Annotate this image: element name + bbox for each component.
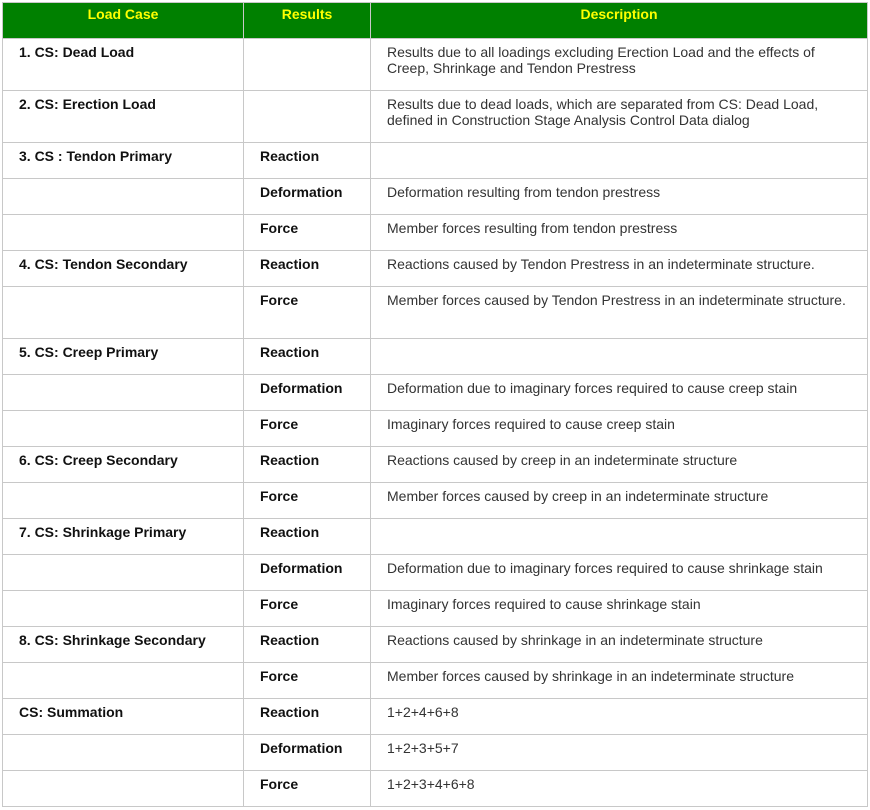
result-cell: Force xyxy=(244,483,371,519)
result-cell: Reaction xyxy=(244,339,371,375)
description-cell: Member forces caused by shrinkage in an indeterminate structure xyxy=(371,663,868,699)
description-cell: 1+2+3+4+6+8 xyxy=(371,771,868,807)
table-row xyxy=(3,375,868,411)
load-case-table xyxy=(2,2,868,807)
load-case-cell xyxy=(3,215,244,251)
description-cell: Member forces resulting from tendon prestress xyxy=(371,215,868,251)
description-cell: Imaginary forces required to cause creep stain xyxy=(371,411,868,447)
description-cell: Deformation resulting from tendon prestress xyxy=(371,179,868,215)
load-case-cell xyxy=(3,663,244,699)
load-case-cell: 2. CS: Erection Load xyxy=(3,91,244,143)
result-cell: Reaction xyxy=(244,251,371,287)
header-description: Description xyxy=(371,3,868,39)
result-cell: Reaction xyxy=(244,627,371,663)
result-cell: Force xyxy=(244,287,371,339)
header-results: Results xyxy=(244,3,371,39)
result-cell: Force xyxy=(244,663,371,699)
table-row xyxy=(3,251,868,287)
load-case-cell xyxy=(3,771,244,807)
result-cell: Deformation xyxy=(244,375,371,411)
table-row xyxy=(3,771,868,807)
description-cell: Deformation due to imaginary forces required to cause creep stain xyxy=(371,375,868,411)
load-case-cell: 6. CS: Creep Secondary xyxy=(3,447,244,483)
result-cell: Force xyxy=(244,411,371,447)
table-row xyxy=(3,143,868,179)
table-header-row xyxy=(3,3,868,39)
description-cell: Deformation due to imaginary forces required to cause shrinkage stain xyxy=(371,555,868,591)
result-cell: Force xyxy=(244,591,371,627)
table-row xyxy=(3,339,868,375)
table-row xyxy=(3,91,868,143)
load-case-cell: CS: Summation xyxy=(3,699,244,735)
header-load-case: Load Case xyxy=(3,3,244,39)
table-row xyxy=(3,555,868,591)
table-row xyxy=(3,699,868,735)
table-row xyxy=(3,483,868,519)
load-case-cell xyxy=(3,555,244,591)
description-cell: Reactions caused by shrinkage in an indeterminate structure xyxy=(371,627,868,663)
load-case-table-container xyxy=(2,2,868,807)
load-case-cell xyxy=(3,483,244,519)
table-row xyxy=(3,215,868,251)
table-row xyxy=(3,735,868,771)
load-case-cell: 4. CS: Tendon Secondary xyxy=(3,251,244,287)
description-cell: Reactions caused by Tendon Prestress in an indeterminate structure. xyxy=(371,251,868,287)
description-cell: Member forces caused by creep in an indeterminate structure xyxy=(371,483,868,519)
load-case-cell: 1. CS: Dead Load xyxy=(3,39,244,91)
description-cell xyxy=(371,519,868,555)
load-case-cell xyxy=(3,375,244,411)
table-row xyxy=(3,179,868,215)
description-cell: Results due to all loadings excluding Erection Load and the effects of Creep, Shrinkage and Tendon Prestress xyxy=(371,39,868,91)
result-cell: Reaction xyxy=(244,699,371,735)
table-row xyxy=(3,591,868,627)
result-cell: Reaction xyxy=(244,143,371,179)
table-row xyxy=(3,627,868,663)
result-cell: Reaction xyxy=(244,519,371,555)
result-cell: Force xyxy=(244,215,371,251)
load-case-cell xyxy=(3,411,244,447)
table-row xyxy=(3,663,868,699)
load-case-cell xyxy=(3,287,244,339)
table-row xyxy=(3,519,868,555)
description-cell xyxy=(371,143,868,179)
result-cell: Deformation xyxy=(244,735,371,771)
load-case-cell: 5. CS: Creep Primary xyxy=(3,339,244,375)
load-case-cell: 8. CS: Shrinkage Secondary xyxy=(3,627,244,663)
result-cell: Deformation xyxy=(244,555,371,591)
table-row xyxy=(3,287,868,339)
load-case-cell: 3. CS : Tendon Primary xyxy=(3,143,244,179)
result-cell: Reaction xyxy=(244,447,371,483)
table-row xyxy=(3,411,868,447)
load-case-cell: 7. CS: Shrinkage Primary xyxy=(3,519,244,555)
description-cell: Imaginary forces required to cause shrinkage stain xyxy=(371,591,868,627)
description-cell: Results due to dead loads, which are separated from CS: Dead Load, defined in Construction Stage Analysis Control Data dialog xyxy=(371,91,868,143)
description-cell: 1+2+4+6+8 xyxy=(371,699,868,735)
result-cell xyxy=(244,39,371,91)
table-row xyxy=(3,39,868,91)
description-cell: 1+2+3+5+7 xyxy=(371,735,868,771)
description-cell xyxy=(371,339,868,375)
load-case-cell xyxy=(3,591,244,627)
load-case-cell xyxy=(3,179,244,215)
load-case-cell xyxy=(3,735,244,771)
result-cell xyxy=(244,91,371,143)
table-row xyxy=(3,447,868,483)
description-cell: Member forces caused by Tendon Prestress in an indeterminate structure. xyxy=(371,287,868,339)
result-cell: Deformation xyxy=(244,179,371,215)
description-cell: Reactions caused by creep in an indeterminate structure xyxy=(371,447,868,483)
result-cell: Force xyxy=(244,771,371,807)
